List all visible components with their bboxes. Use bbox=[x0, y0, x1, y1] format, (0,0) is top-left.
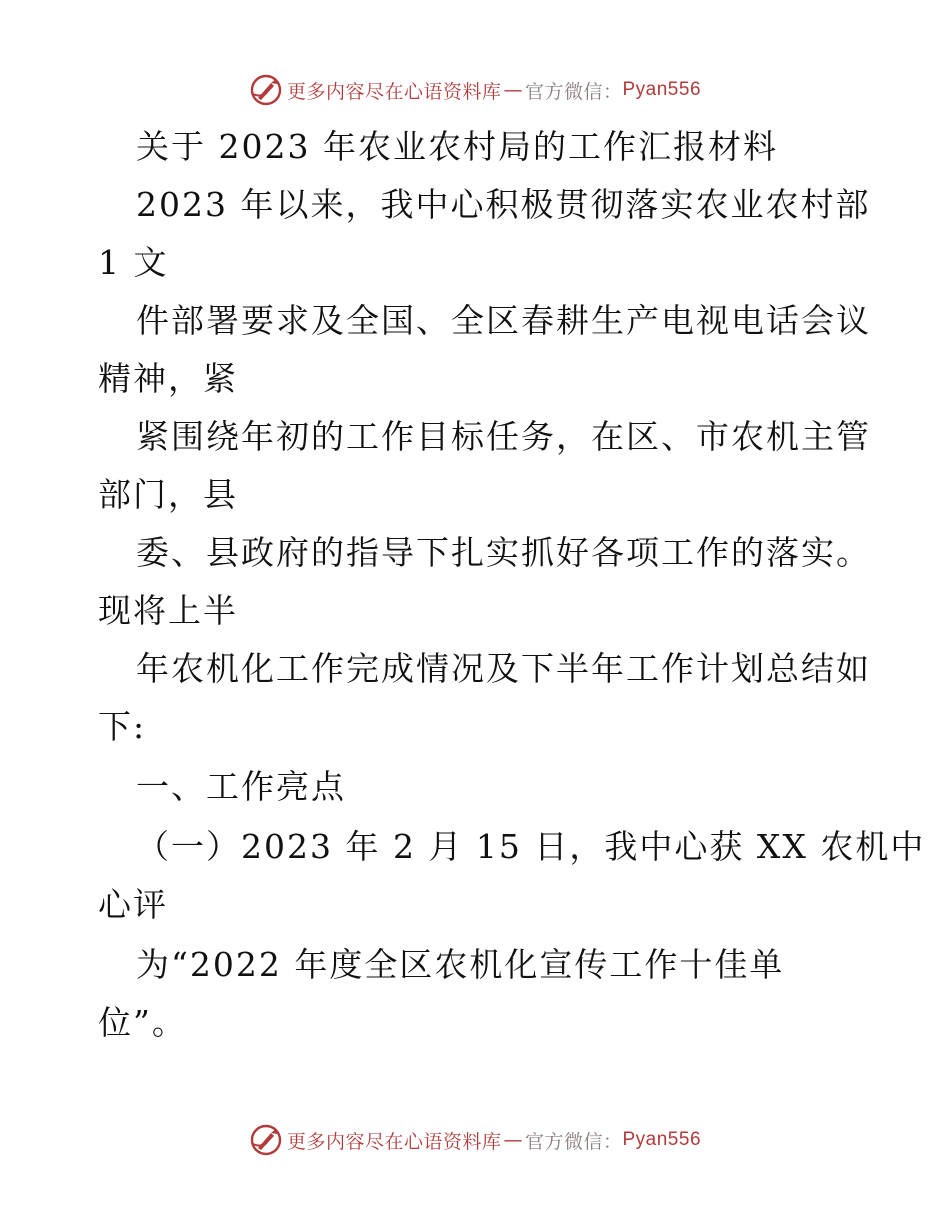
watermark-wechat-id: Pyan556 bbox=[622, 79, 702, 100]
paragraph-line: 为“2022 年度全区农机化宣传工作十佳单 bbox=[136, 945, 785, 984]
paragraph-line: 年农机化工作完成情况及下半年工作计划总结如 bbox=[136, 649, 871, 688]
paragraph-line: 部门，县 bbox=[98, 475, 238, 514]
watermark-separator: — bbox=[503, 1129, 523, 1151]
watermark-separator: — bbox=[503, 79, 523, 101]
watermark-brand: 更多内容尽在心语资料库 bbox=[286, 1130, 502, 1153]
watermark-brand: 更多内容尽在心语资料库 bbox=[286, 80, 502, 103]
header-watermark bbox=[0, 70, 950, 110]
paragraph-line: 精神，紧 bbox=[98, 359, 238, 398]
paragraph-line: 1 文 bbox=[98, 243, 169, 282]
paragraph-line: 件部署要求及全国、全区春耕生产电视电话会议 bbox=[136, 301, 871, 340]
footer-watermark bbox=[0, 1120, 950, 1160]
paragraph-line: 2023 年以来，我中心积极贯彻落实农业农村部 bbox=[136, 185, 871, 224]
quill-logo-icon bbox=[249, 73, 283, 107]
paragraph-line: （一）2023 年 2 月 15 日，我中心获 XX 农机中 bbox=[136, 827, 926, 866]
paragraph-line: 位”。 bbox=[98, 1003, 187, 1042]
section-heading: 一、工作亮点 bbox=[136, 767, 346, 806]
paragraph-line: 委、县政府的指导下扎实抓好各项工作的落实。 bbox=[136, 533, 871, 572]
document-title: 关于 2023 年农业农村局的工作汇报材料 bbox=[136, 127, 778, 166]
watermark-official-label: 官方微信： bbox=[524, 1130, 623, 1153]
watermark-wechat-id: Pyan556 bbox=[622, 1129, 702, 1150]
paragraph-line: 下: bbox=[98, 707, 147, 746]
watermark-official-label: 官方微信： bbox=[524, 80, 623, 103]
paragraph-line: 心评 bbox=[98, 885, 168, 924]
quill-logo-icon bbox=[249, 1123, 283, 1157]
paragraph-line: 现将上半 bbox=[98, 591, 238, 630]
paragraph-line: 紧围绕年初的工作目标任务，在区、市农机主管 bbox=[136, 417, 871, 456]
